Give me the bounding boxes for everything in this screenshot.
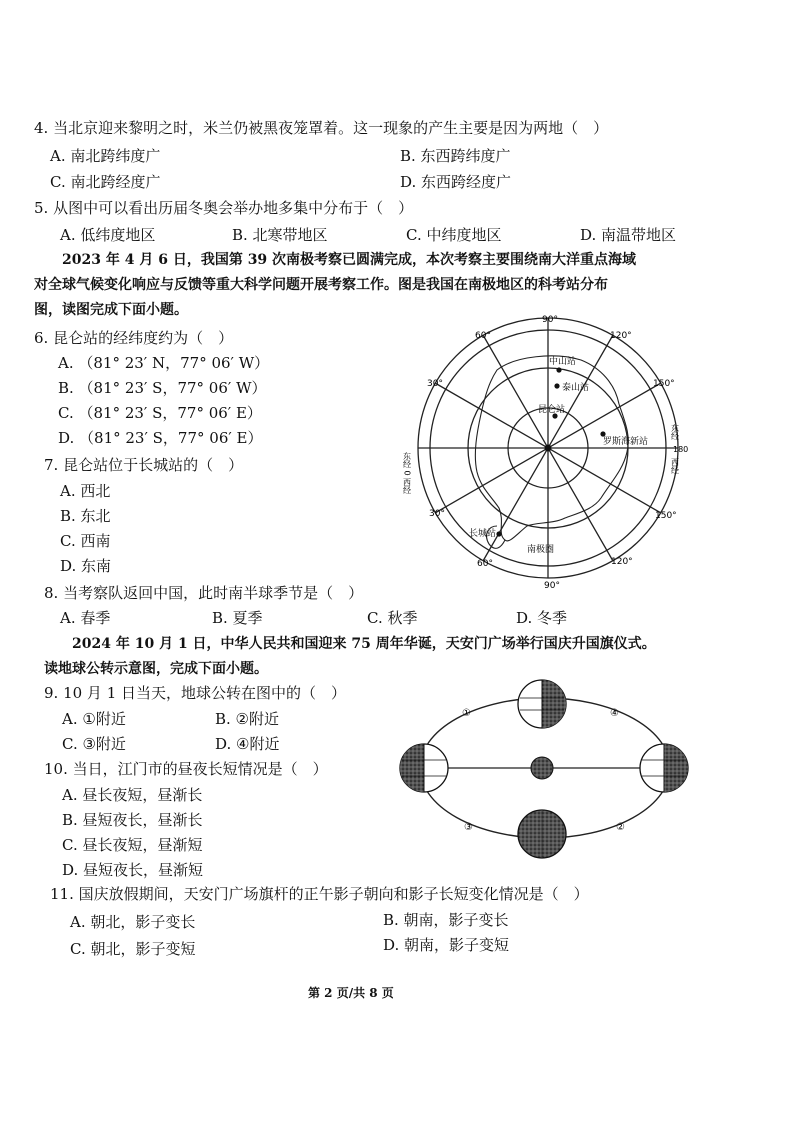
lon-label-60-top: 60°: [475, 331, 491, 341]
q9-option-c[interactable]: C. ③附近: [62, 735, 126, 753]
q8-option-a[interactable]: A. 春季: [60, 609, 111, 627]
q11-stem: 11. 国庆放假期间，天安门广场旗杆的正午影子朝向和影子长短变化情况是（ ）: [50, 885, 589, 903]
q6-option-a[interactable]: A. （81° 23′ N，77° 06′ W）: [58, 354, 270, 372]
left-meridian-label: 东经 0 西经: [402, 452, 412, 495]
earth-left-icon: [400, 744, 448, 792]
q6-stem: 6. 昆仑站的经纬度约为（ ）: [34, 329, 234, 347]
orbit-marker-4: ④: [610, 708, 619, 719]
lon-label-150-top: 150°: [653, 379, 675, 389]
lon-label-150-bottom: 150°: [655, 511, 677, 521]
lon-label-90-top: 90°: [542, 315, 558, 325]
lon-label-120-bottom: 120°: [611, 557, 633, 567]
q7-option-c[interactable]: C. 西南: [60, 532, 111, 550]
lon-label-30-bottom: 30°: [429, 509, 445, 519]
q5-stem: 5. 从图中可以看出历届冬奥会举办地多集中分布于（ ）: [34, 199, 414, 217]
q11-option-c[interactable]: C. 朝北，影子变短: [70, 940, 196, 958]
q6-option-d[interactable]: D. （81° 23′ S，77° 06′ E）: [58, 429, 263, 447]
taishan-station-label: 泰山站: [562, 383, 590, 393]
q9-option-a[interactable]: A. ①附近: [62, 710, 126, 728]
q5-option-c[interactable]: C. 中纬度地区: [406, 226, 502, 244]
q7-option-d[interactable]: D. 东南: [60, 557, 112, 575]
passage2-line1: 2024 年 10 月 1 日，中华人民共和国迎来 75 周年华诞，天安门广场举行国庆升国旗仪式。: [44, 636, 656, 652]
lon-label-120-top: 120°: [610, 331, 632, 341]
q8-stem: 8. 当考察队返回中国，此时南半球季节是（ ）: [44, 584, 364, 602]
q7-option-b[interactable]: B. 东北: [60, 507, 111, 525]
q10-option-d[interactable]: D. 昼短夜长，昼渐短: [62, 861, 204, 879]
orbit-marker-2: ②: [616, 822, 625, 833]
q11-option-b[interactable]: B. 朝南，影子变长: [383, 911, 509, 929]
q6-option-b[interactable]: B. （81° 23′ S，77° 06′ W）: [58, 379, 267, 397]
earth-top-icon: [518, 680, 566, 728]
passage2-line2: 读地球公转示意图，完成下面小题。: [44, 661, 268, 677]
q10-option-a[interactable]: A. 昼长夜短，昼渐长: [62, 786, 203, 804]
kunlun-station-label: 昆仑站: [538, 405, 566, 415]
antarctic-station-map: [402, 312, 695, 591]
south-pole-marker: [545, 445, 552, 452]
passage1-line3: 图，读图完成下面小题。: [34, 302, 188, 318]
lon-label-90-bottom: 90°: [544, 581, 560, 591]
zhongshan-station-label: 中山站: [549, 357, 577, 367]
antarctic-circle-label: 南极圈: [527, 545, 555, 555]
great-wall-station-label: 长城站: [469, 529, 497, 539]
q4-option-c[interactable]: C. 南北跨经度广: [50, 173, 161, 191]
q4-stem: 4. 当北京迎来黎明之时，米兰仍被黑夜笼罩着。这一现象的产生主要是因为两地（ ）: [34, 119, 609, 137]
q4-option-b[interactable]: B. 东西跨纬度广: [400, 147, 511, 165]
lon-label-30-top: 30°: [427, 379, 443, 389]
q5-option-a[interactable]: A. 低纬度地区: [60, 226, 156, 244]
q10-stem: 10. 当日，江门市的昼夜长短情况是（ ）: [44, 760, 328, 778]
q11-option-a[interactable]: A. 朝北，影子变长: [70, 913, 196, 931]
q4-option-d[interactable]: D. 东西跨经度广: [400, 173, 512, 191]
zhongshan-station-marker: [556, 367, 561, 372]
q6-option-c[interactable]: C. （81° 23′ S，77° 06′ E）: [58, 404, 262, 422]
q8-option-b[interactable]: B. 夏季: [212, 609, 263, 627]
lon-label-60-bottom: 60°: [477, 559, 493, 569]
q10-option-c[interactable]: C. 昼长夜短，昼渐短: [62, 836, 203, 854]
passage1-line1: 2023 年 4 月 6 日，我国第 39 次南极考察已圆满完成，本次考察主要围绕南大洋重点海域: [34, 252, 637, 268]
earth-right-icon: [640, 744, 688, 792]
orbit-marker-1: ①: [462, 708, 471, 719]
earth-bottom-icon: [518, 810, 566, 858]
q7-stem: 7. 昆仑站位于长城站的（ ）: [44, 456, 244, 474]
orbit-marker-3: ③: [464, 822, 473, 833]
passage1-line2: 对全球气候变化响应与反馈等重大科学问题开展考察工作。图是我国在南极地区的科考站分布: [34, 277, 608, 293]
sun-icon: [531, 757, 553, 779]
meridian-180-label: 180: [673, 445, 689, 454]
q9-option-d[interactable]: D. ④附近: [215, 735, 280, 753]
taishan-station-marker: [554, 383, 559, 388]
q4-option-a[interactable]: A. 南北跨纬度广: [50, 147, 161, 165]
west-label: 西经: [670, 458, 680, 474]
q10-option-b[interactable]: B. 昼短夜长，昼渐长: [62, 811, 203, 829]
ross-sea-station-label: 罗斯海新站: [603, 437, 649, 447]
q8-option-c[interactable]: C. 秋季: [367, 609, 418, 627]
q8-option-d[interactable]: D. 冬季: [516, 609, 568, 627]
ross-sea-station-marker: [600, 431, 605, 436]
q5-option-d[interactable]: D. 南温带地区: [580, 226, 677, 244]
q9-option-b[interactable]: B. ②附近: [215, 710, 280, 728]
q11-option-d[interactable]: D. 朝南，影子变短: [383, 936, 510, 954]
earth-orbit-diagram: [390, 672, 700, 868]
page-footer: 第 2 页/共 8 页: [308, 986, 394, 1000]
east-label: 东经: [670, 424, 680, 440]
q7-option-a[interactable]: A. 西北: [60, 482, 111, 500]
q5-option-b[interactable]: B. 北寒带地区: [232, 226, 328, 244]
q9-stem: 9. 10 月 1 日当天，地球公转在图中的（ ）: [44, 684, 347, 702]
great-wall-station-marker: [496, 531, 501, 536]
